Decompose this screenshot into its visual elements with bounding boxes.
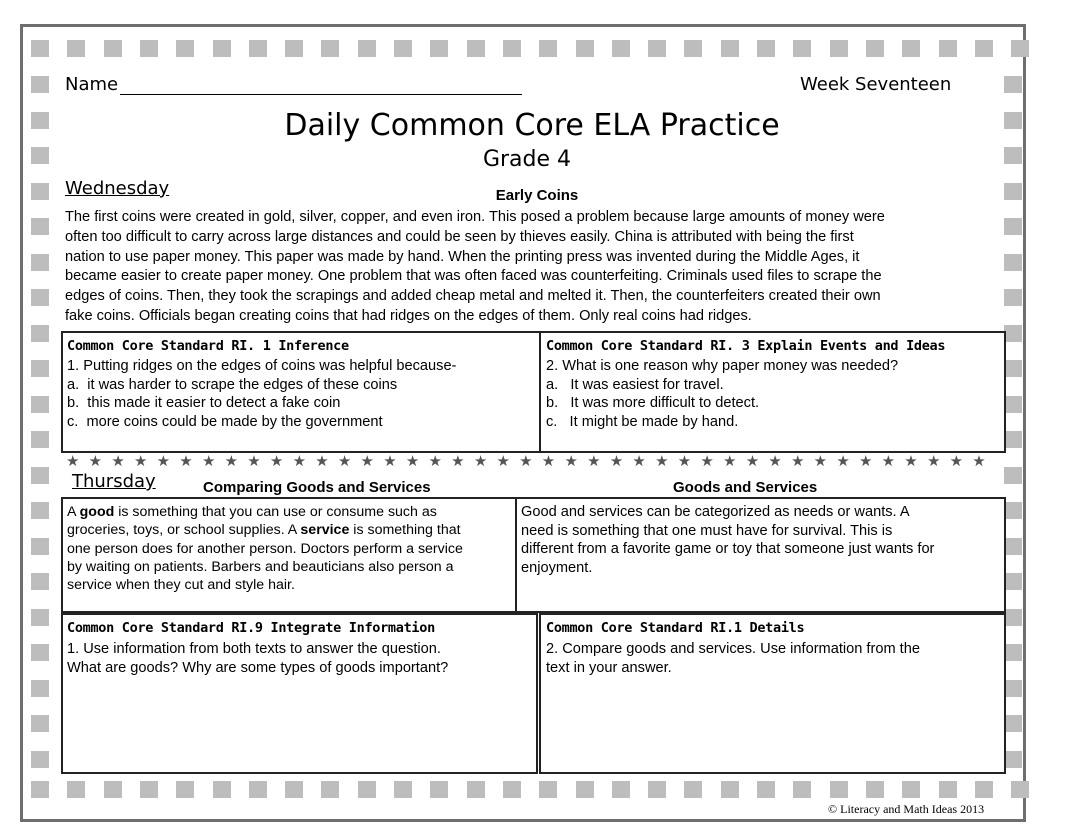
passage-line: Good and services can be categorized as needs or wants. A bbox=[521, 504, 910, 520]
border-square bbox=[1004, 396, 1022, 413]
star-icon: ★ bbox=[587, 453, 601, 470]
border-square bbox=[213, 40, 231, 57]
border-square bbox=[31, 573, 49, 590]
border-square bbox=[394, 40, 412, 57]
border-square bbox=[31, 609, 49, 626]
question-text: 2. Compare goods and services. Use information from the bbox=[546, 641, 920, 657]
passage-line: by waiting on patients. Barbers and beauticians also person a bbox=[67, 558, 454, 575]
border-square bbox=[612, 781, 630, 798]
border-square bbox=[1004, 360, 1022, 377]
border-square bbox=[176, 40, 194, 57]
answer-option-c[interactable]: c. more coins could be made by the government bbox=[67, 414, 383, 431]
star-icon: ★ bbox=[496, 453, 510, 470]
border-square bbox=[1004, 218, 1022, 235]
star-icon: ★ bbox=[247, 453, 261, 470]
star-icon: ★ bbox=[292, 453, 307, 470]
border-square bbox=[866, 40, 884, 57]
star-icon: ★ bbox=[179, 453, 193, 470]
border-square bbox=[358, 40, 376, 57]
border-square bbox=[31, 431, 49, 448]
answer-option-b[interactable]: b. this made it easier to detect a fake coin bbox=[67, 395, 341, 412]
border-square bbox=[757, 781, 775, 798]
passage-line: became easier to create paper money. One problem that was often faced was counterfeiting. Criminals used files to scrape the bbox=[65, 268, 882, 285]
answer-option-a[interactable]: a. it was harder to scrape the edges of these coins bbox=[67, 376, 398, 393]
border-square bbox=[321, 781, 339, 798]
star-icon: ★ bbox=[315, 453, 329, 470]
star-icon: ★ bbox=[881, 453, 896, 470]
passage-line: groceries, toys, or school supplies. A service is something that bbox=[67, 522, 461, 539]
border-square bbox=[902, 40, 920, 57]
border-square bbox=[539, 40, 557, 57]
passage-line: A good is something that you can use or consume such as bbox=[67, 504, 437, 520]
question-text: 1. Use information from both texts to answer the question. bbox=[67, 641, 441, 657]
star-icon: ★ bbox=[201, 453, 216, 470]
border-square bbox=[31, 538, 49, 555]
question-box-wed-1 bbox=[61, 331, 541, 453]
star-icon: ★ bbox=[632, 453, 646, 470]
border-square bbox=[576, 40, 594, 57]
border-square bbox=[1004, 325, 1022, 342]
star-icon: ★ bbox=[405, 453, 420, 470]
border-square bbox=[31, 502, 49, 519]
border-square bbox=[140, 40, 158, 57]
star-icon: ★ bbox=[451, 453, 465, 470]
star-icon: ★ bbox=[564, 453, 578, 470]
question-text: 1. Putting ridges on the edges of coins was helpful because- bbox=[67, 358, 457, 374]
border-square bbox=[1004, 254, 1022, 271]
border-square bbox=[866, 781, 884, 798]
border-square bbox=[1004, 644, 1022, 661]
border-square bbox=[576, 781, 594, 798]
border-square bbox=[757, 40, 775, 57]
border-square bbox=[213, 781, 231, 798]
border-square bbox=[830, 40, 848, 57]
star-icon: ★ bbox=[156, 453, 171, 470]
border-square bbox=[67, 40, 85, 57]
star-icon: ★ bbox=[428, 453, 442, 470]
border-square bbox=[249, 40, 267, 57]
border-square bbox=[285, 40, 303, 57]
border-square bbox=[975, 40, 993, 57]
star-icon: ★ bbox=[745, 453, 760, 470]
border-square bbox=[1004, 538, 1022, 555]
border-square bbox=[31, 218, 49, 235]
passage-early-coins bbox=[65, 208, 1005, 327]
border-square bbox=[358, 781, 376, 798]
star-icon: ★ bbox=[972, 453, 986, 470]
border-square bbox=[721, 781, 739, 798]
passage-line: The first coins were created in gold, silver, copper, and even iron. This posed a problem because large amounts of money were bbox=[65, 209, 885, 225]
standard-label: Common Core Standard RI.9 Integrate Information bbox=[67, 620, 435, 636]
passage-box-left bbox=[61, 497, 517, 613]
star-icon: ★ bbox=[111, 453, 125, 470]
border-square bbox=[793, 781, 811, 798]
border-square bbox=[902, 781, 920, 798]
page-title: Daily Common Core ELA Practice bbox=[284, 108, 780, 143]
standard-label: Common Core Standard RI. 3 Explain Events and Ideas bbox=[546, 338, 946, 354]
star-icon: ★ bbox=[791, 453, 805, 470]
border-square bbox=[140, 781, 158, 798]
star-icon: ★ bbox=[519, 453, 533, 470]
border-square bbox=[721, 40, 739, 57]
border-square bbox=[249, 781, 267, 798]
border-square bbox=[31, 325, 49, 342]
border-square bbox=[467, 781, 485, 798]
passage-line: service when they cut and style hair. bbox=[67, 577, 295, 594]
border-square bbox=[321, 40, 339, 57]
standard-label: Common Core Standard RI.1 Details bbox=[546, 620, 805, 636]
border-square bbox=[503, 40, 521, 57]
border-square bbox=[1004, 502, 1022, 519]
border-square bbox=[31, 715, 49, 732]
star-divider bbox=[66, 452, 986, 470]
border-square bbox=[684, 781, 702, 798]
border-square bbox=[31, 40, 49, 57]
passage-title-comparing: Comparing Goods and Services bbox=[203, 479, 431, 496]
border-square bbox=[503, 781, 521, 798]
passage-line: different from a favorite game or toy that someone just wants for bbox=[521, 541, 935, 558]
border-square bbox=[648, 40, 666, 57]
passage-line: fake coins. Officials began creating coins that had ridges on the edges of them. Only real coins had ridges. bbox=[65, 307, 752, 324]
star-icon: ★ bbox=[677, 453, 692, 470]
question-box-wed-2 bbox=[539, 331, 1006, 453]
border-square bbox=[939, 40, 957, 57]
border-square bbox=[394, 781, 412, 798]
week-label: Week Seventeen bbox=[800, 74, 952, 95]
grade-label: Grade 4 bbox=[482, 147, 572, 172]
border-square bbox=[1011, 40, 1029, 57]
border-square bbox=[975, 781, 993, 798]
question-text: text in your answer. bbox=[546, 659, 672, 676]
passage-line: edges of coins. Then, they took the scrapings and added cheap metal and melted it. Then, the counterfeiters created their own bbox=[65, 288, 881, 305]
border-square bbox=[104, 781, 122, 798]
star-icon: ★ bbox=[133, 453, 148, 470]
border-square bbox=[67, 781, 85, 798]
star-icon: ★ bbox=[655, 453, 669, 470]
border-square bbox=[31, 76, 49, 93]
passage-line: enjoyment. bbox=[521, 560, 593, 577]
border-square bbox=[31, 644, 49, 661]
answer-option-c[interactable]: c. It might be made by hand. bbox=[546, 414, 739, 431]
border-square bbox=[1004, 609, 1022, 626]
border-square bbox=[467, 40, 485, 57]
passage-line: one person does for another person. Doctors perform a service bbox=[67, 540, 463, 557]
border-square bbox=[1004, 431, 1022, 448]
passage-title-goods-services: Goods and Services bbox=[673, 479, 818, 496]
border-square bbox=[285, 781, 303, 798]
star-icon: ★ bbox=[473, 453, 488, 470]
passage-line: often too difficult to carry across large distances and could be seen by thieves easily. China is attributed with being the first bbox=[65, 228, 854, 245]
question-text: What are goods? Why are some types of goods important? bbox=[67, 659, 449, 676]
passage-line: need is something that one must have for survival. This is bbox=[521, 522, 893, 539]
border-square bbox=[648, 781, 666, 798]
border-square bbox=[1004, 467, 1022, 484]
border-square bbox=[176, 781, 194, 798]
border-square bbox=[1011, 781, 1029, 798]
star-icon: ★ bbox=[88, 453, 103, 470]
border-square bbox=[1004, 289, 1022, 306]
border-square bbox=[612, 40, 630, 57]
star-icon: ★ bbox=[723, 453, 737, 470]
star-icon: ★ bbox=[383, 453, 397, 470]
copyright-text: © Literacy and Math Ideas 2013 bbox=[828, 802, 985, 816]
border-square bbox=[430, 40, 448, 57]
name-label: Name bbox=[65, 74, 119, 95]
name-line bbox=[120, 94, 522, 95]
border-square bbox=[793, 40, 811, 57]
border-square bbox=[1004, 573, 1022, 590]
star-icon: ★ bbox=[926, 453, 941, 470]
passage-box-right bbox=[515, 497, 1006, 613]
border-square bbox=[31, 751, 49, 768]
border-square bbox=[31, 254, 49, 271]
border-square bbox=[1004, 751, 1022, 768]
border-square bbox=[104, 40, 122, 57]
answer-option-a[interactable]: a. It was easiest for travel. bbox=[546, 376, 724, 393]
border-square bbox=[1004, 680, 1022, 697]
star-icon: ★ bbox=[858, 453, 873, 470]
day-thursday: Thursday bbox=[72, 471, 156, 492]
border-square bbox=[1004, 76, 1022, 93]
border-square bbox=[31, 360, 49, 377]
star-icon: ★ bbox=[269, 453, 284, 470]
border-square bbox=[684, 40, 702, 57]
border-square bbox=[31, 289, 49, 306]
star-icon: ★ bbox=[541, 453, 556, 470]
passage-line: nation to use paper money. This paper was made by hand. When the printing press was invented during the Middle Ages, it bbox=[65, 248, 860, 265]
star-icon: ★ bbox=[949, 453, 964, 470]
star-icon: ★ bbox=[360, 453, 374, 470]
border-square bbox=[31, 396, 49, 413]
star-icon: ★ bbox=[813, 453, 828, 470]
question-box-thu-2[interactable] bbox=[539, 613, 1006, 774]
border-square bbox=[430, 781, 448, 798]
star-icon: ★ bbox=[700, 453, 714, 470]
star-icon: ★ bbox=[904, 453, 918, 470]
star-icon: ★ bbox=[768, 453, 782, 470]
border-square bbox=[31, 680, 49, 697]
passage-title-early-coins: Early Coins bbox=[495, 187, 579, 204]
star-icon: ★ bbox=[836, 453, 850, 470]
border-square bbox=[939, 781, 957, 798]
answer-option-b[interactable]: b. It was more difficult to detect. bbox=[546, 395, 760, 412]
border-square bbox=[539, 781, 557, 798]
star-icon: ★ bbox=[609, 453, 624, 470]
border-square bbox=[1004, 715, 1022, 732]
star-icon: ★ bbox=[224, 453, 239, 470]
standard-label: Common Core Standard RI. 1 Inference bbox=[67, 338, 349, 354]
day-wednesday: Wednesday bbox=[65, 178, 170, 199]
star-icon: ★ bbox=[337, 453, 352, 470]
question-box-thu-1[interactable] bbox=[61, 613, 538, 774]
star-icon: ★ bbox=[66, 453, 80, 470]
question-text: 2. What is one reason why paper money was needed? bbox=[546, 358, 899, 374]
border-square bbox=[31, 781, 49, 798]
border-square bbox=[31, 467, 49, 484]
border-square bbox=[830, 781, 848, 798]
